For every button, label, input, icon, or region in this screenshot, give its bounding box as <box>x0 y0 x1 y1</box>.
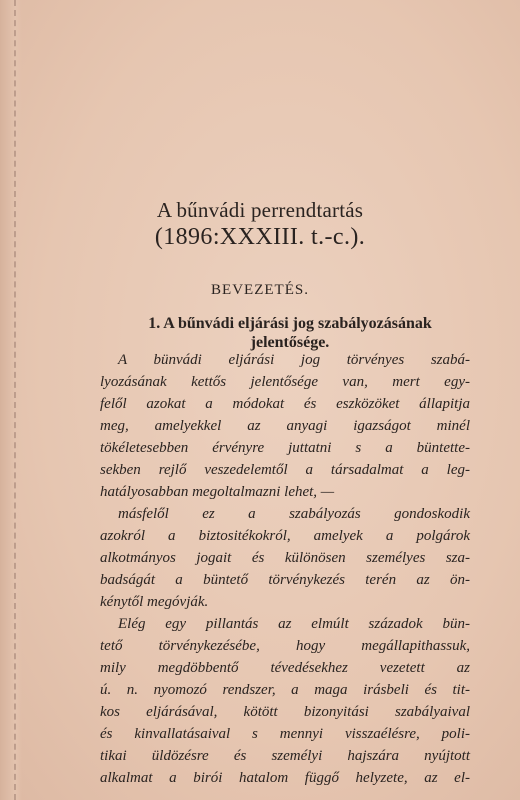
subsection-heading-line1: 1. A bűnvádi eljárási jog szabályozásának <box>148 315 432 332</box>
body-line: azokról a biztositékokról, amelyek a polgárok <box>100 528 470 544</box>
body-line: Elég egy pillantás az elmúlt századok bün- <box>118 616 470 632</box>
body-line: tikai üldözésre és személyi hajszára nyújtott <box>100 748 470 764</box>
body-line: kos eljárásával, kötött bizonyitási szabályaival <box>100 704 470 720</box>
body-line: hatályosabban megoltalmazni lehet, — <box>100 484 335 500</box>
page-binding-edge <box>0 0 22 800</box>
body-line: tető törvénykezésébe, hogy megállapithassuk, <box>100 638 470 654</box>
body-line: ú. n. nyomozó rendszer, a maga irásbeli és tit- <box>100 682 470 698</box>
body-line: kénytől megóvják. <box>100 594 209 610</box>
body-line: A bünvádi eljárási jog törvényes szabá- <box>118 352 470 368</box>
body-line: alkalmat a birói hatalom függő helyzete, az el- <box>100 770 470 786</box>
perforation-line <box>14 0 16 800</box>
body-line: felől azokat a módokat és eszközöket állapitja <box>100 396 470 412</box>
document-title: A bűnvádi perrendtartás <box>156 198 364 222</box>
document-subtitle: (1896:XXXIII. t.-c.). <box>154 224 366 250</box>
subsection-heading <box>100 314 480 352</box>
body-line: mily megdöbbentő tévedésekhez vezetett az <box>100 660 470 676</box>
body-line: másfelől ez a szabályozás gondoskodik <box>118 506 470 522</box>
body-line: meg, amelyekkel az anyagi igazságot minél <box>100 418 470 434</box>
subsection-heading-line2: jelentősége. <box>250 334 330 351</box>
body-line: tökéletesebben érvényre juttatni s a büntette- <box>100 440 470 456</box>
body-line: alkotmányos jogait és különösen személyes sza- <box>100 550 470 566</box>
body-line: sekben rejlő veszedelemtől a társadalmat a leg- <box>100 462 470 478</box>
body-line: badságát a büntető törvénykezés terén az ön- <box>100 572 470 588</box>
body-line: lyozásának kettős jelentősége van, mert egy- <box>100 374 470 390</box>
section-heading: BEVEZETÉS. <box>211 282 309 298</box>
body-line: és kinvallatásaival s mennyi visszaélésre, poli- <box>100 726 470 742</box>
